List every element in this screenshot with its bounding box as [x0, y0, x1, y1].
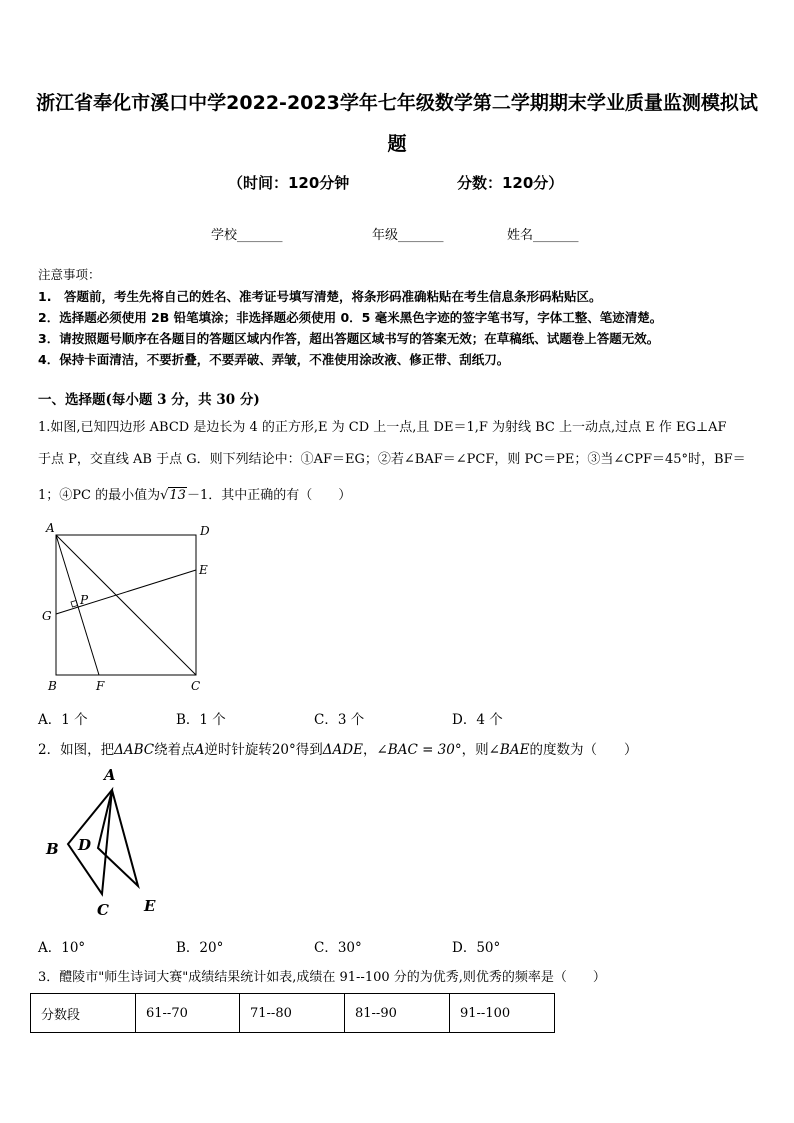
label-b: B: [48, 679, 57, 693]
q2-text-part: 的度数为（ ）: [529, 742, 638, 758]
q2-math: ΔABC: [114, 742, 155, 758]
note-item: 1. 答题前，考生先将自己的姓名、准考证号填写清楚，将条形码准确粘贴在考生信息条形码粘贴区。: [38, 289, 602, 304]
q1-text-part: －1．其中正确的有（ ）: [186, 488, 352, 503]
label-e: E: [144, 897, 156, 915]
label-d: D: [78, 836, 92, 854]
q2-text-part: ，则: [461, 742, 489, 758]
note-item: 4．保持卡面清洁，不要折叠，不要弄破、弄皱，不准使用涂改液、修正带、刮纸刀。: [38, 352, 510, 367]
q1-square-figure: [36, 518, 226, 696]
label-a: A: [46, 521, 55, 535]
score-label: 分数：120分）: [457, 174, 564, 192]
q2-math: ΔADE: [322, 742, 363, 758]
time-label: （时间：120分钟: [228, 174, 350, 192]
notes-heading: 注意事项：: [38, 267, 101, 282]
q2-text-part: ，: [362, 742, 377, 758]
q2-triangle-figure: [38, 762, 178, 922]
sqrt-expression: √13: [160, 488, 186, 503]
table-row: [31, 994, 555, 1033]
q2-math: ∠BAC = 30°: [376, 742, 462, 758]
q2-option-c[interactable]: C．30°: [314, 940, 362, 956]
label-d: D: [200, 524, 210, 538]
q1-text-part: 1；④PC 的最小值为: [38, 488, 161, 503]
q2-text-part: 逆时针旋转: [204, 742, 272, 758]
q1-option-a[interactable]: A．1 个: [38, 712, 88, 728]
page-title-continued: 题: [387, 133, 407, 155]
label-c: C: [191, 679, 201, 693]
q2-option-a[interactable]: A．10°: [38, 940, 86, 956]
q2-math: 20°: [271, 742, 296, 758]
page-title: 浙江省奉化市溪口中学2022-2023学年七年级数学第二学期期末学业质量监测模拟试: [36, 92, 758, 114]
school-field[interactable]: 学校_______: [211, 228, 283, 243]
q2-text-part: 得到: [295, 742, 323, 758]
table-cell: 61--70: [136, 994, 240, 1033]
grade-field[interactable]: 年级_______: [372, 228, 444, 243]
segment-ge: [56, 570, 196, 614]
table-cell: 71--80: [240, 994, 345, 1033]
right-angle-mark: [71, 601, 78, 608]
q2-option-d[interactable]: D．50°: [452, 940, 501, 956]
q2-option-b[interactable]: B．20°: [176, 940, 224, 956]
label-g: G: [42, 609, 52, 623]
q2-text-part: 2．如图，把: [38, 742, 115, 758]
q1-text-line3: [38, 484, 351, 503]
name-field[interactable]: 姓名_______: [507, 228, 579, 243]
label-p: P: [80, 593, 89, 607]
q1-option-c[interactable]: C．3 个: [314, 712, 365, 728]
label-a: A: [104, 766, 116, 784]
q3-score-table: [30, 993, 555, 1033]
label-e: E: [199, 563, 208, 577]
table-cell: 分数段: [31, 994, 136, 1033]
q1-option-d[interactable]: D．4 个: [452, 712, 503, 728]
q2-text-part: 绕着点: [154, 742, 195, 758]
q2-math: A: [194, 742, 205, 758]
q2-text: [38, 738, 637, 758]
section-heading: 一、选择题(每小题 3 分，共 30 分): [38, 392, 260, 408]
q1-option-b[interactable]: B．1 个: [176, 712, 226, 728]
note-item: 2．选择题必须使用 2B 铅笔填涂；非选择题必须使用 0．5 毫米黑色字迹的签字笔书写，字体工整、笔迹清楚。: [38, 310, 663, 325]
label-c: C: [97, 901, 109, 919]
q3-text: 3．醴陵市"师生诗词大赛"成绩结果统计如表,成绩在 91--100 分的为优秀,则优秀的频率是（ ）: [38, 970, 606, 985]
table-cell: 91--100: [450, 994, 555, 1033]
note-item: 3．请按照题号顺序在各题目的答题区域内作答，超出答题区域书写的答案无效；在草稿纸、试题卷上答题无效。: [38, 331, 660, 346]
q1-text-line2: 于点 P，交直线 AB 于点 G．则下列结论中：①AF＝EG；②若∠BAF＝∠PCF，则 PC＝PE；③当∠CPF＝45°时，BF＝: [38, 452, 746, 467]
q2-math: ∠BAE: [488, 742, 530, 758]
table-cell: 81--90: [345, 994, 450, 1033]
sqrt-radicand: 13: [169, 488, 186, 503]
q1-text-line1: 1.如图,已知四边形 ABCD 是边长为 4 的正方形,E 为 CD 上一点,且 DE＝1,F 为射线 BC 上一动点,过点 E 作 EG⊥AF: [38, 420, 727, 435]
label-f: F: [96, 679, 105, 693]
label-b: B: [46, 840, 59, 858]
